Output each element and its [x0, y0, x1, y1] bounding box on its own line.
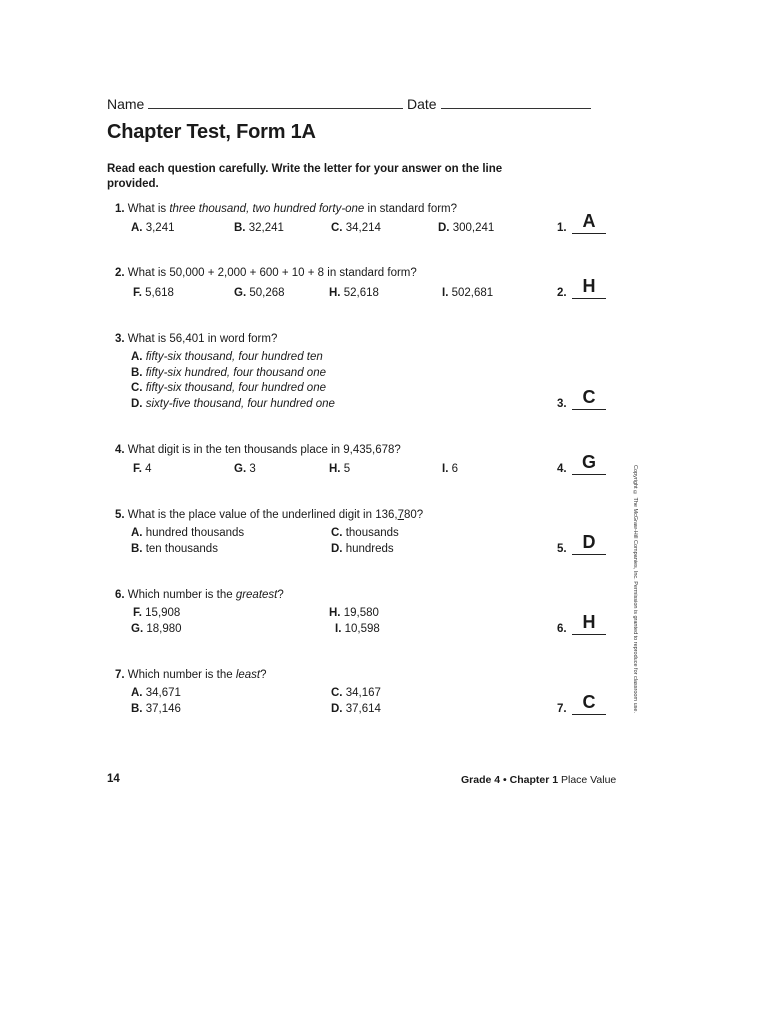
answer-number: 6.	[557, 623, 567, 635]
option-d: D. 37,614	[331, 703, 381, 715]
question-3: 3. What is 56,401 in word form?	[115, 333, 278, 345]
answer-line[interactable]	[572, 298, 606, 299]
option-f: F. 4	[133, 463, 152, 475]
copyright-notice: Copyright © The McGraw-Hill Companies, Inc. Permission is granted to reproduce for classroom use.	[632, 465, 638, 713]
question-1	[115, 203, 457, 215]
question-text: Which number is the	[127, 669, 236, 681]
option-a: A. 34,671	[131, 687, 181, 699]
option-c: C. 34,167	[331, 687, 381, 699]
answer-number: 4.	[557, 463, 567, 475]
option-b: B. fifty-six hundred, four thousand one	[131, 367, 326, 379]
question-text: What is 56,401 in word form?	[127, 333, 278, 345]
option-a: A. fifty-six thousand, four hundred ten	[131, 351, 323, 363]
answer-value: A	[582, 211, 596, 231]
option-b: B. 32,241	[234, 222, 284, 234]
answer-line[interactable]	[572, 233, 606, 234]
answer-line[interactable]	[572, 554, 606, 555]
option-a: A. hundred thousands	[131, 527, 245, 539]
option-i: I. 502,681	[442, 287, 494, 299]
footer-chapter-info: Grade 4 • Chapter 1 Place Value	[461, 774, 617, 786]
question-7: 7. Which number is the least?	[115, 669, 267, 681]
option-c: C. fifty-six thousand, four hundred one	[131, 382, 326, 394]
option-g: G. 18,980	[131, 623, 182, 635]
question-4: 4. What digit is in the ten thousands place in 9,435,678?	[115, 444, 401, 456]
answer-number: 3.	[557, 398, 567, 410]
answer-value: G	[581, 452, 596, 472]
option-h: H. 19,580	[329, 607, 379, 619]
answer-number: 5.	[557, 543, 567, 555]
page-title: Chapter Test, Form 1A	[107, 121, 316, 143]
option-c: C. 34,214	[331, 222, 381, 234]
question-text: What is	[127, 203, 170, 215]
answer-value: C	[582, 387, 596, 407]
instructions: Read each question carefully. Write the letter for your answer on the line provided.	[107, 163, 503, 190]
question-5: 5. What is the place value of the underlined digit in 136,780?	[115, 509, 424, 521]
underlined-digit: 7	[397, 509, 404, 521]
option-i: I. 6	[442, 463, 458, 475]
option-h: H. 5	[329, 463, 351, 475]
answer-line[interactable]	[572, 714, 606, 715]
option-d: D. 300,241	[438, 222, 495, 234]
date-label: Date	[407, 96, 437, 112]
option-f: F. 5,618	[133, 287, 174, 299]
question-text: What is the place value of the underlined digit in 136,	[127, 509, 398, 521]
question-text: Which number is the	[127, 589, 236, 601]
name-field[interactable]	[148, 108, 403, 109]
answer-value: H	[582, 612, 596, 632]
answer-value: D	[582, 532, 596, 552]
answer-number: 2.	[557, 287, 567, 299]
answer-line[interactable]	[572, 474, 606, 475]
answer-number: 1.	[557, 222, 567, 234]
option-i: I. 10,598	[335, 623, 380, 635]
option-f: F. 15,908	[133, 607, 181, 619]
date-field[interactable]	[441, 108, 591, 109]
option-g: G. 50,268	[234, 287, 285, 299]
answer-value: H	[582, 276, 596, 296]
question-text: What is 50,000 + 2,000 + 600 + 10 + 8 in standard form?	[127, 267, 417, 279]
answer-line[interactable]	[572, 634, 606, 635]
option-d: D. hundreds	[331, 543, 394, 555]
question-6: 6. Which number is the greatest?	[115, 589, 284, 601]
page-number: 14	[107, 773, 120, 785]
option-d: D. sixty-five thousand, four hundred one	[131, 398, 335, 410]
answer-line[interactable]	[572, 409, 606, 410]
option-a: A. 3,241	[131, 222, 175, 234]
answer-number: 7.	[557, 703, 567, 715]
answer-value: C	[582, 692, 596, 712]
option-g: G. 3	[234, 463, 256, 475]
option-b: B. 37,146	[131, 703, 181, 715]
question-text: What digit is in the ten thousands place in 9,435,678?	[127, 444, 401, 456]
question-number: 1.	[115, 203, 125, 215]
name-label: Name	[107, 96, 145, 112]
option-c: C. thousands	[331, 527, 399, 539]
option-b: B. ten thousands	[131, 543, 218, 555]
option-h: H. 52,618	[329, 287, 379, 299]
question-text: in standard form?	[364, 203, 458, 215]
question-text-italic: three thousand, two hundred forty-one	[169, 203, 365, 215]
question-2: 2. What is 50,000 + 2,000 + 600 + 10 + 8 in standard form?	[115, 267, 417, 279]
